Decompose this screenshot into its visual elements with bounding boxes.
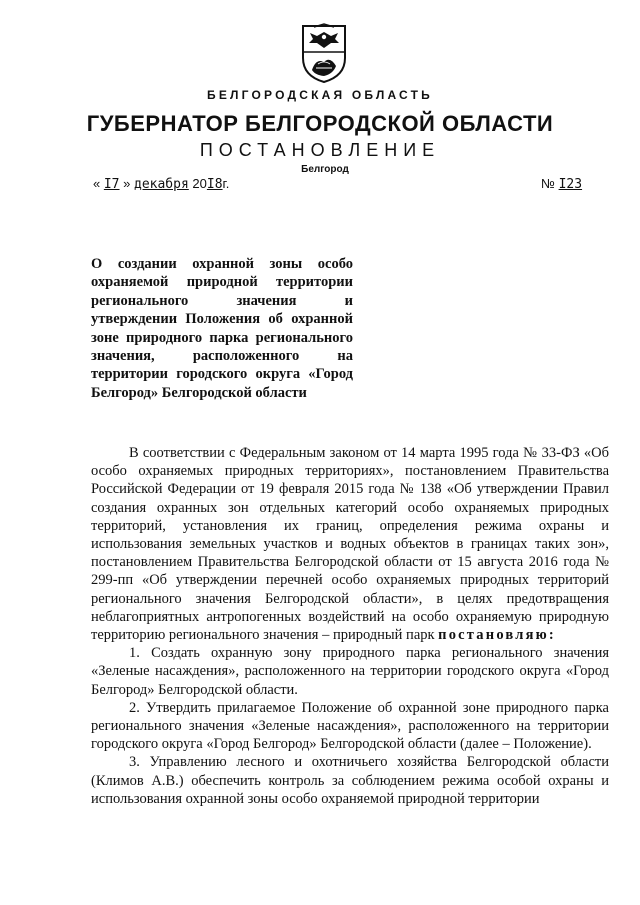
number-label: № [541,176,555,191]
governor-title: ГУБЕРНАТОР БЕЛГОРОДСКОЙ ОБЛАСТИ [86,111,554,136]
date-year-prefix: 20 [192,176,207,191]
decree-word: постановляю: [438,627,556,644]
item-1-paragraph: 1. Создать охранную зону природного парка регионального значения «Зеленые насаждения», расположенного на территории городского округа «Город Белгород» Белгородской области. [91,645,609,698]
date-month: декабря [134,177,189,192]
city-name: Белгород [301,164,349,175]
region-title: БЕЛГОРОДСКАЯ ОБЛАСТЬ [207,88,433,102]
document-subject: О создании охранной зоны особо охраняемой природной территории регионального значения и утверждении Положения об охранной зоне природного парка регионального значения, расположенного на территории городского округа «Город Белгород» Белгородской области [91,256,353,401]
coat-of-arms-emblem [300,22,348,84]
item-2-paragraph: 2. Утвердить прилагаемое Положение об охранной зоне природного парка регионального значения «Зеленые насаждения», расположенного на территории городского округа «Город Белгород» Белгородской области (далее – Положение). [91,699,609,753]
date-year-abbr: г. [222,176,230,191]
date-close-quote: » [123,176,131,191]
number-value: I23 [558,177,583,192]
date-line [93,176,229,192]
date-year-suffix: I8 [206,177,223,192]
date-open-quote: « [93,176,101,191]
preamble-paragraph [91,444,609,644]
document-number [541,176,582,192]
document-body [91,444,609,808]
item-3-paragraph: 3. Управлению лесного и охотничьего хозяйства Белгородской области (Климов А.В.) обеспечить контроль за соблюдением режима особой охраны и использования охранной зоны особо охраняемой природной территории [91,754,609,807]
preamble-text: В соответствии с Федеральным законом от 14 марта 1995 года № 33-ФЗ «Об особо охраняемых природных территориях», постановлением Правительства Российской Федерации от 19 февраля 2015 года № 138 «Об утверждении Правил создания охранных зон отдельных категорий особо охраняемых природных территорий, установления их границ, определения режима охраны и использования земельных участков и водных объектов в границах таких зон», постановлением Правительства Белгородской области от 15 августа 2016 года № 299-пп «Об утверждении перечней особо охраняемых природных территорий регионального значения Белгородской области», в целях предотвращения неблагоприятных антропогенных воздействий на особо охраняемую природную территорию регионального значения – природный парк [91,445,609,644]
document-type: ПОСТАНОВЛЕНИЕ [199,140,441,160]
date-day: I7 [103,177,120,192]
